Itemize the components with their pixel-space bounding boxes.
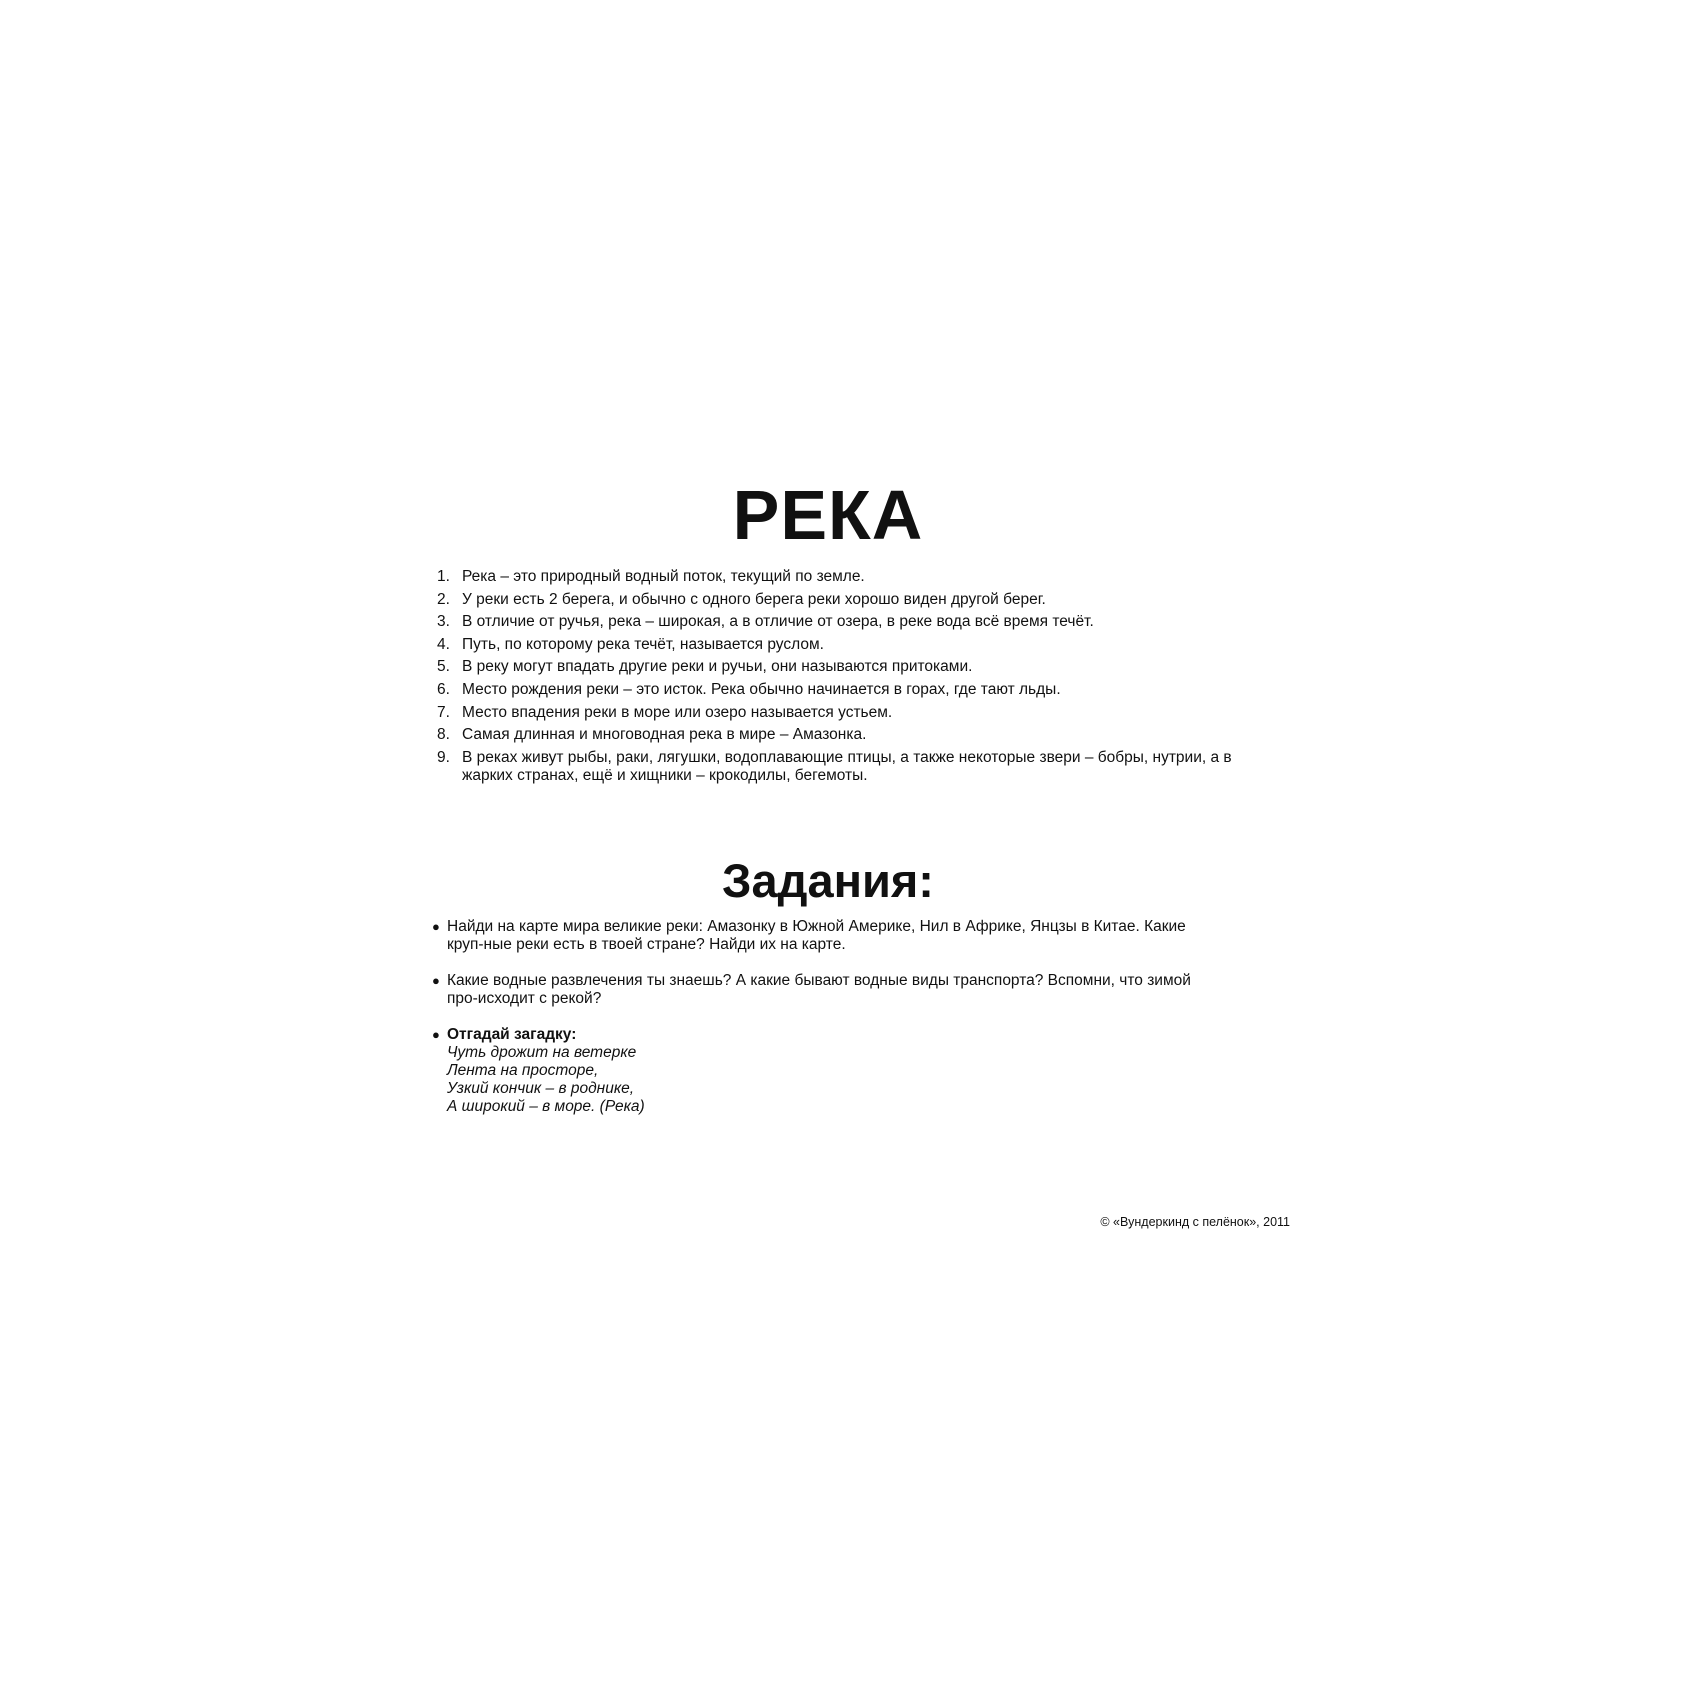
riddle-line: Узкий кончик – в роднике, [447,1080,635,1097]
item-text: Самая длинная и многоводная река в мире – Амазонка. [462,726,867,744]
item-text: Место впадения реки в море или озеро называется устьем. [462,703,893,721]
item-text: Река – это природный водный поток, текущий по земле. [462,568,865,585]
item-number: 1. [437,568,450,585]
list-item [432,658,1232,676]
bullet-icon: ● [432,1027,440,1042]
bullet-icon: ● [432,973,440,988]
riddle-line: А широкий – в море. (Река) [447,1098,645,1115]
list-item [432,613,1232,631]
list-item [432,568,1232,586]
task-text: Какие водные развлечения ты знаешь? А какие бывают водные виды транспорта? Вспомни, что зимой про-исходит с рекой? [447,972,1191,1007]
task-item [432,972,1222,1008]
item-number: 2. [437,590,450,608]
task-item [432,918,1222,954]
tasks-title: Задания: [722,854,934,907]
item-text: Место рождения реки – это исток. Река обычно начинается в горах, где тают льды. [462,680,1061,698]
facts-list [432,568,1232,789]
page-title: РЕКА [732,476,924,554]
bullet-icon: ● [432,919,440,934]
item-number: 7. [437,703,450,721]
item-text: В отличие от ручья, река – широкая, а в отличие от озера, в реке вода всё время течёт. [462,613,1094,631]
item-text: В реках живут рыбы, раки, лягушки, водоплавающие птицы, а также некоторые звери – бобры, нутрии, а в жарких странах, ещё и хищники – крокодилы, бегемоты. [462,748,1232,784]
task-text: Найди на карте мира великие реки: Амазонку в Южной Америке, Нил в Африке, Янцзы в Китае. Какие круп-ные реки есть в твоей стране? Найди их на карте. [447,918,1186,953]
list-item [432,749,1232,785]
item-number: 6. [437,680,450,698]
item-number: 5. [437,658,450,676]
list-item [432,636,1232,654]
copyright-notice: © «Вундеркинд с пелёнок», 2011 [1100,1215,1290,1229]
riddle-line: Лента на просторе, [447,1062,599,1079]
list-item [432,591,1232,609]
list-item [432,726,1232,744]
info-card [432,476,1282,1240]
item-number: 9. [437,748,450,766]
item-number: 3. [437,613,450,631]
item-text: Путь, по которому река течёт, называется руслом. [462,635,824,653]
item-text: В реку могут впадать другие реки и ручьи, они называются притоками. [462,658,973,676]
item-number: 4. [437,635,450,653]
item-text: У реки есть 2 берега, и обычно с одного берега реки хорошо виден другой берег. [462,590,1046,608]
riddle-item [432,1026,1222,1116]
tasks-list [432,918,1222,1134]
riddle-heading: Отгадай загадку: [447,1026,577,1043]
list-item [432,681,1232,699]
riddle-line: Чуть дрожит на ветерке [447,1044,637,1061]
list-item [432,704,1232,722]
item-number: 8. [437,726,450,744]
